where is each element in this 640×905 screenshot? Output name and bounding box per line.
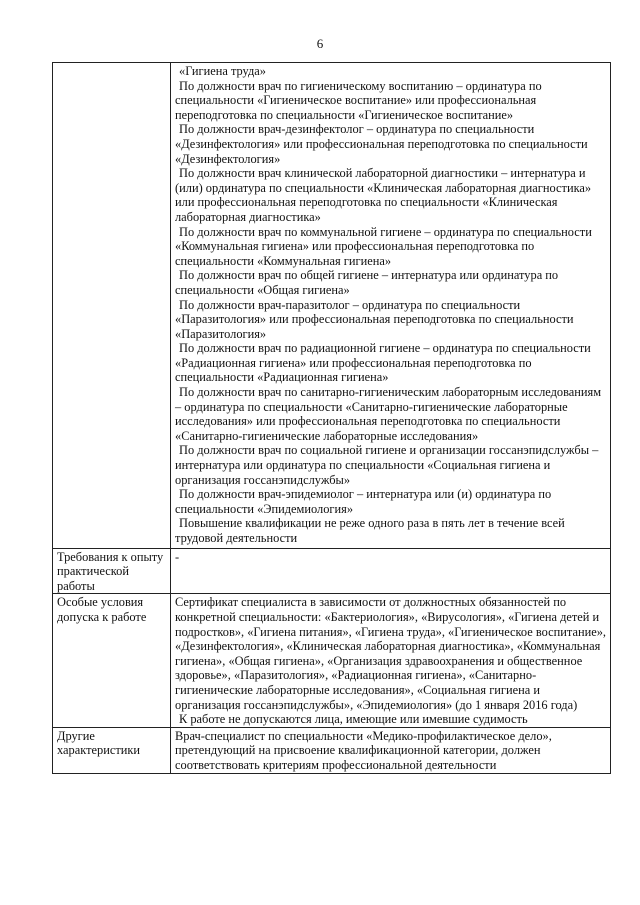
requirement-paragraph: Сертификат специалиста в зависимости от должностных обязанностей по конкретной специальности: «Бактериология», «Вирусология», «Гигиена детей и подростков», «Гигиена питания», «Гигиена труда», «Гигиеническое воспитание», «Дезинфектология», «Клиническая лабораторная диагностика», «Коммунальная гигиена», «Общая гигиена», «Организация здравоохранения и общественное здоровье», «Паразитология», «Радиационная гигиена», «Санитарно-гигиенические лабораторные исследования», «Социальная гигиена и организация госсанэпидслужбы», «Эпидемиология» (до 1 января 2016 года) <box>175 595 607 712</box>
table-row <box>53 63 611 549</box>
requirement-paragraph: По должности врач по гигиеническому воспитанию – ординатура по специальности «Гигиеническое воспитание» или профессиональная переподготовка по специальности «Гигиеническое воспитание» <box>175 78 542 122</box>
row-content-cell <box>171 63 611 549</box>
requirement-paragraph: - <box>175 549 180 564</box>
row-label: Другие характеристики <box>57 728 141 758</box>
requirement-paragraph: По должности врач-эпидемиолог – интернатура или (и) ординатура по специальности «Эпидемиология» <box>175 487 552 516</box>
requirement-paragraph: «Гигиена труда» <box>179 64 266 78</box>
requirement-paragraph: По должности врач-дезинфектолог – ординатура по специальности «Дезинфектология» или профессиональная переподготовка по специальности «Дезинфектология» <box>175 122 588 166</box>
row-label-cell <box>53 727 171 773</box>
table-row <box>53 594 611 727</box>
row-content-cell <box>171 548 611 594</box>
requirement-paragraph: По должности врач по коммунальной гигиене – ординатура по специальности «Коммунальная гигиена» или профессиональная переподготовка по специальности «Коммунальная гигиена» <box>175 224 592 268</box>
row-label: Особые условия допуска к работе <box>57 595 147 624</box>
row-label-cell <box>53 63 171 549</box>
page-number: 6 <box>316 36 324 51</box>
table-row <box>53 727 611 773</box>
requirement-paragraph: По должности врач-паразитолог – ординатура по специальности «Паразитология» или профессиональная переподготовка по специальности «Паразитология» <box>175 297 574 341</box>
requirement-paragraph: По должности врач по радиационной гигиене – ординатура по специальности «Радиационная гигиена» или профессиональная переподготовка по специальности «Радиационная гигиена» <box>175 341 591 385</box>
requirements-table <box>52 62 611 774</box>
row-content-cell <box>171 727 611 773</box>
requirement-paragraph: Врач-специалист по специальности «Медико-профилактическое дело», претендующий на присвоение квалификационной категории, должен соответствовать критериям профессиональной деятельности <box>175 728 552 772</box>
row-label-cell <box>53 594 171 727</box>
row-label-cell <box>53 548 171 594</box>
requirement-paragraph: По должности врач по социальной гигиене и организации госсанэпидслужбы – интернатура или ординатура по специальности «Социальная гигиена и организация госсанэпидслужбы» <box>175 443 599 487</box>
requirement-paragraph: По должности врач по общей гигиене – интернатура или ординатура по специальности «Общая гигиена» <box>175 268 559 297</box>
requirement-paragraph: Повышение квалификации не реже одного раза в пять лет в течение всей трудовой деятельности <box>175 516 565 545</box>
row-content-cell <box>171 594 611 727</box>
table-row <box>53 548 611 594</box>
requirement-paragraph: По должности врач по санитарно-гигиеническим лабораторным исследованиям – ординатура по специальности «Санитарно-гигиенические лабораторные исследования» или профессиональная переподготовка по специальности «Санитарно-гигиенические лабораторные исследования» <box>175 385 602 443</box>
requirement-paragraph: По должности врач клинической лабораторной диагностики – интернатура и (или) ординатура по специальности «Клиническая лабораторная диагностика» или профессиональная переподготовка по специальности «Клиническая лабораторная диагностика» <box>175 166 592 224</box>
requirement-paragraph: К работе не допускаются лица, имеющие или имевшие судимость <box>179 712 528 727</box>
row-label: Требования к опыту практической работы <box>57 549 164 593</box>
